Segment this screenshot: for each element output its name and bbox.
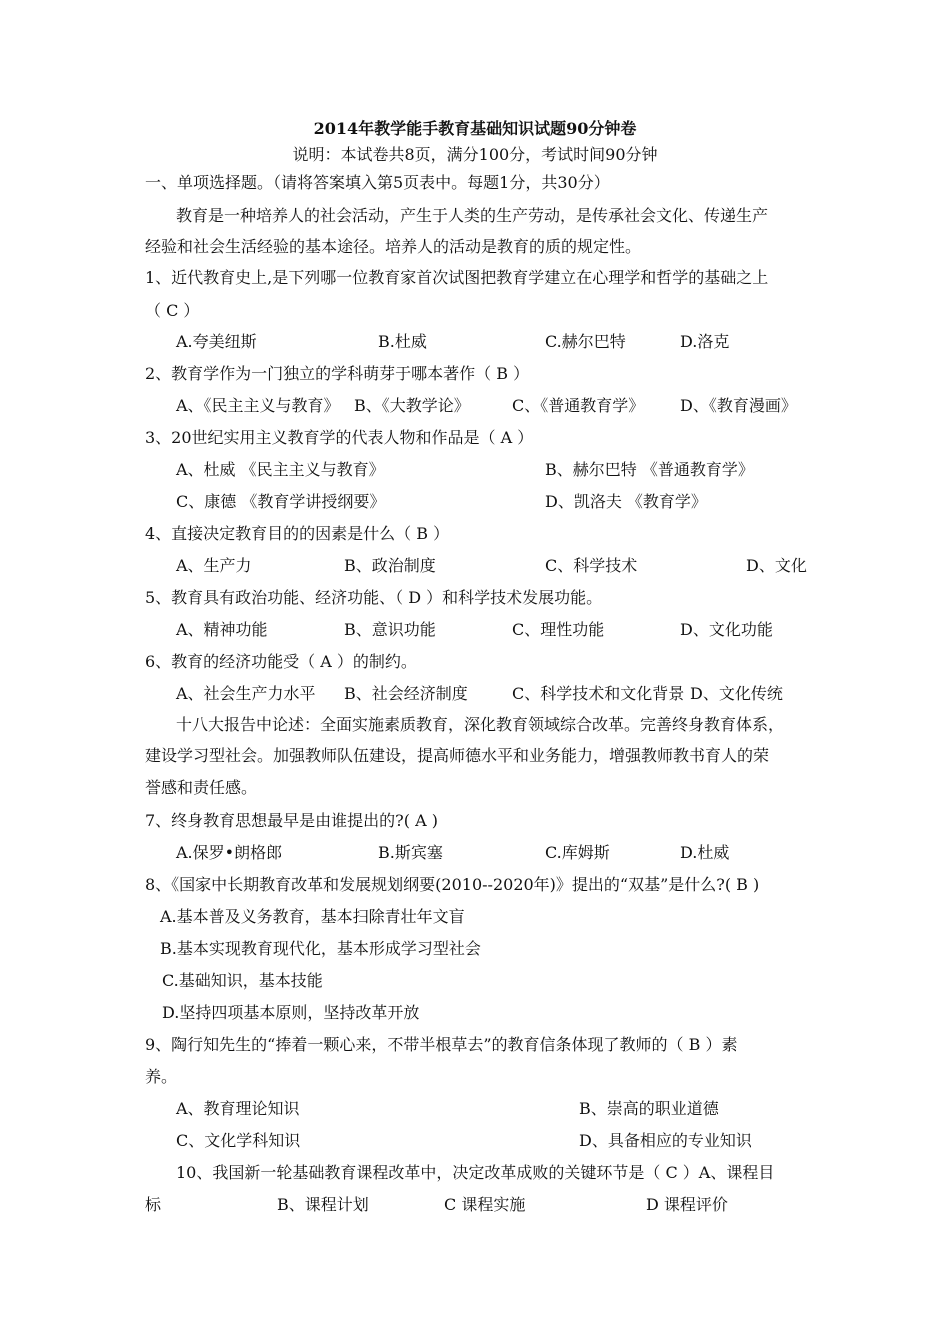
option-d: D、《教育漫画》 [680,396,797,415]
question-1-answer: （ C ） [145,301,200,320]
option-d: D.坚持四项基本原则，坚持改革开放 [162,1003,420,1022]
option-c: C、科学技术 [545,556,638,575]
intro-paragraph-line: 誉感和责任感。 [145,778,258,797]
option-a: A.保罗•朗格郎 [176,843,283,862]
option-a: A、《民主主义与教育》 [176,396,340,415]
section-heading: 一、单项选择题。（请将答案填入第5页表中。每题1分，共30分） [145,173,610,192]
option-a-cont: 标 [145,1195,162,1214]
option-b: B.斯宾塞 [378,843,443,862]
option-d: D.洛克 [680,332,730,351]
option-c: C 课程实施 [444,1195,526,1214]
option-a: A、社会生产力水平 [176,684,316,703]
option-c: C.库姆斯 [545,843,610,862]
option-b: B、赫尔巴特 《普通教育学》 [545,460,754,479]
option-c: C、康德 《教育学讲授纲要》 [176,492,386,511]
option-b: B、崇高的职业道德 [579,1099,719,1118]
intro-paragraph-line: 建设学习型社会。加强教师队伍建设，提高师德水平和业务能力，增强教师教书育人的荣 [145,746,770,765]
option-c: C.赫尔巴特 [545,332,626,351]
option-b: B.基本实现教育现代化，基本形成学习型社会 [160,939,481,958]
option-c: C、理性功能 [512,620,605,639]
option-a: A、杜威 《民主主义与教育》 [176,460,385,479]
option-c: C、《普通教育学》 [512,396,645,415]
option-c: C、科学技术和文化背景 [512,684,685,703]
option-a: A、精神功能 [176,620,268,639]
option-a: A、教育理论知识 [176,1099,300,1118]
page-title: 2014年教学能手教育基础知识试题90分钟卷 [313,119,637,138]
option-a: A、生产力 [176,556,252,575]
question-8: 8、《国家中长期教育改革和发展规划纲要(2010--2020年)》提出的“双基”是什么?( B ) [145,875,760,894]
option-d: D、文化功能 [680,620,773,639]
option-a: A.基本普及义务教育，基本扫除青壮年文盲 [160,907,465,926]
question-5: 5、教育具有政治功能、经济功能、（ D ）和科学技术发展功能。 [145,588,603,607]
question-9-cont: 养。 [145,1067,178,1086]
intro-paragraph-line: 经验和社会生活经验的基本途径。培养人的活动是教育的质的规定性。 [145,237,642,256]
option-d: D、具备相应的专业知识 [579,1131,752,1150]
option-b: B、社会经济制度 [344,684,468,703]
question-10: 10、我国新一轮基础教育课程改革中，决定改革成败的关键环节是（ C ）A、课程目 [176,1163,775,1182]
option-a: A.夸美纽斯 [176,332,257,351]
option-b: B、政治制度 [344,556,436,575]
option-d: D、凯洛夫 《教育学》 [545,492,707,511]
question-2: 2、教育学作为一门独立的学科萌芽于哪本著作（ B ） [145,364,530,383]
intro-paragraph-line: 教育是一种培养人的社会活动，产生于人类的生产劳动，是传承社会文化、传递生产 [176,206,769,225]
question-9: 9、陶行知先生的“捧着一颗心来，不带半根草去”的教育信条体现了教师的（ B ）素 [145,1035,738,1054]
intro-paragraph-line: 十八大报告中论述：全面实施素质教育，深化教育领域综合改革。完善终身教育体系， [176,715,785,734]
question-1: 1、近代教育史上,是下列哪一位教育家首次试图把教育学建立在心理学和哲学的基础之上 [145,268,769,287]
question-6: 6、教育的经济功能受（ A ）的制约。 [145,652,417,671]
option-b: B.杜威 [378,332,427,351]
option-b: B、课程计划 [277,1195,369,1214]
option-c: C.基础知识，基本技能 [162,971,323,990]
option-d: D.杜威 [680,843,730,862]
question-4: 4、直接决定教育目的的因素是什么（ B ） [145,524,450,543]
option-d: D、文化 [746,556,807,575]
option-b: B、意识功能 [344,620,436,639]
question-7: 7、终身教育思想最早是由谁提出的?( A ) [145,811,438,830]
option-b: B、《大教学论》 [354,396,470,415]
option-d: D、文化传统 [690,684,783,703]
option-d: D 课程评价 [646,1195,728,1214]
exam-note: 说明：本试卷共8页，满分100分，考试时间90分钟 [292,145,658,164]
question-3: 3、20世纪实用主义教育学的代表人物和作品是（ A ） [145,428,534,447]
option-c: C、文化学科知识 [176,1131,301,1150]
